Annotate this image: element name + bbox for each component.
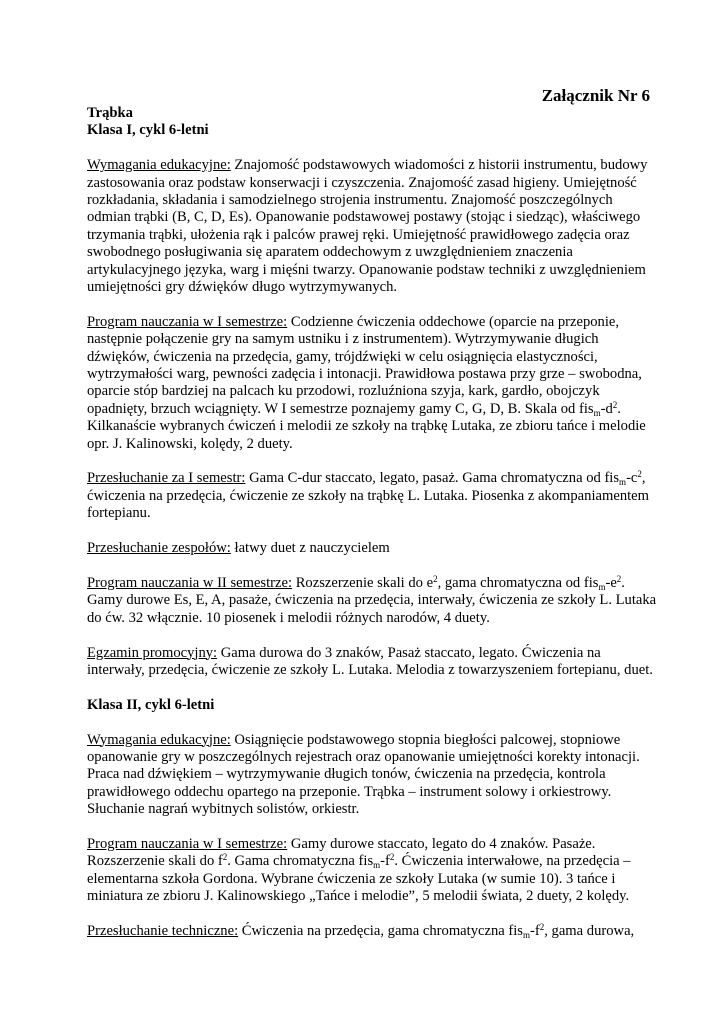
superscript: 2 [389, 852, 395, 863]
program-text: . Gama chromatyczna fis [227, 853, 374, 870]
subscript: m [619, 477, 627, 488]
audition-text: , ćwiczenia na przedęcia, ćwiczenie ze szkoły na trąbkę L. Lutaka. Piosenka z akompaniamentem fortepianu. [87, 470, 649, 522]
program-text: Gamy durowe staccato, legato do 4 znaków. Pasaże. Rozszerzenie skali do f [87, 835, 596, 870]
superscript: 2 [539, 921, 545, 932]
program-text: . Gamy durowe Es, E, A, pasaże, ćwiczenia na przedęcia, interwały, ćwiczenia ze szkoły L. Lutaka do ćw. 32 włącznie. 10 piosenek i melodii różnych narodów, 4 duety. [87, 574, 657, 626]
subscript: m [598, 581, 606, 592]
class1-promotion-exam [87, 645, 657, 680]
audition-text: Gama C-dur staccato, legato, pasaż. Gama chromatyczna od fis [245, 470, 620, 487]
class2-technical-audition [87, 923, 657, 940]
subscript: m [522, 929, 530, 940]
subscript: m [593, 407, 601, 418]
program-text: , gama chromatyczna od fis [437, 574, 599, 591]
program-text: -e [605, 574, 617, 591]
class1-heading: Klasa I, cykl 6-letni [87, 122, 209, 139]
class1-ensemble-audition [87, 540, 657, 557]
document-body [87, 105, 657, 958]
class1-program-sem1 [87, 314, 657, 453]
requirements-label: Wymagania edukacyjne: [87, 731, 231, 748]
superscript: 2 [616, 573, 622, 584]
program-text: Rozszerzenie skali do e [292, 574, 434, 591]
requirements-label: Wymagania edukacyjne: [87, 157, 231, 174]
technical-text: -f [530, 922, 540, 939]
class2-heading: Klasa II, cykl 6-letni [87, 696, 215, 713]
requirements-text: Znajomość podstawowych wiadomości z historii instrumentu, budowy zastosowania oraz podstaw konserwacji i czyszczenia. Znajomość zasad higieny. Umiejętność rozkładania, składania i samodzielnego strojenia instrumentu. Znajomość poszczególnych odmian trąbki (B, C, D, Es). Opanowanie podstawowej postawy (stojąc i siedząc), właściwego trzymania trąbki, ułożenia rąk i palców prawej ręki. Umiejętność prawidłowego zadęcia oraz swobodnego posługiwania się aparatem oddechowym z uwzględnieniem znaczenia artykulacyjnego języka, warg i mięśni twarzy. Opanowanie podstaw techniki z uwzględnieniem umiejętności gry dźwięków długo wytrzymywanych. [87, 157, 648, 296]
annex-title: Załącznik Nr 6 [541, 86, 650, 105]
subscript: m [373, 860, 381, 871]
audition-label: Przesłuchanie za I semestr: [87, 470, 246, 487]
class1-requirements [87, 157, 657, 296]
audition-text: -c [626, 470, 638, 487]
ensemble-text: łatwy duet z nauczycielem [230, 540, 390, 557]
instrument-heading: Trąbka [87, 105, 133, 121]
technical-text: , gama durowa, [544, 922, 635, 939]
class2-requirements [87, 732, 657, 819]
technical-text: Ćwiczenia na przedęcia, gama chromatyczna fis [238, 922, 523, 939]
exam-label: Egzamin promocyjny: [87, 644, 218, 661]
program-sem1-label: Program nauczania w I semestrze: [87, 313, 288, 330]
exam-text: Gama durowa do 3 znaków, Pasaż staccato, legato. Ćwiczenia na interwały, przedęcia, ćwiczenie ze szkoły L. Lutaka. Melodia z towarzyszeniem fortepianu, duet. [87, 644, 653, 678]
program-sem2-label: Program nauczania w II semestrze: [87, 574, 293, 591]
class1-audition-sem1 [87, 470, 657, 522]
superscript: 2 [612, 399, 618, 410]
superscript: 2 [433, 573, 438, 584]
class1-program-sem2 [87, 575, 657, 627]
program-text: Codzienne ćwiczenia oddechowe (oparcie na przeponie, następnie połączenie gry na samym ustniku i z instrumentem). Wytrzymywanie długich dźwięków, ćwiczenia na przedęcia, gamy, trójdźwięki w celu osiągnięcia elastyczności, wytrzymałości warg, pewności zadęcia i intonacji. Prawidłowa postawa przy grze – swobodna, oparcie stóp bardziej na palcach ku przodowi, rozluźniona szyja, kark, gardło, obojczyk opadnięty, brzuch wciągnięty. W I semestrze poznajemy gamy C, G, D, B. Skala od fis [87, 313, 642, 417]
program-text: . Kilkanaście wybranych ćwiczeń i melodii ze szkoły na trąbkę Lutaka, ze zbioru tańce i melodie opr. J. Kalinowski, kolędy, 2 duety. [87, 400, 646, 452]
superscript: 2 [222, 852, 228, 863]
program-text: -d [600, 400, 613, 417]
requirements-text: Osiągnięcie podstawowego stopnia biegłości palcowej, stopniowe opanowanie gry w poszczególnych rejestrach oraz opanowanie umiejętności korekty intonacji. Praca nad dźwiękiem – wytrzymywanie długich tonów, ćwiczenia na przedęcia, kontrola prawidłowego oddechu opartego na przeponie. Trąbka – instrument solowy i orkiestrowy. Słuchanie nagrań wybitnych solistów, orkiestr. [87, 731, 640, 818]
superscript: 2 [637, 469, 642, 480]
technical-audition-label: Przesłuchanie techniczne: [87, 922, 239, 939]
program-text: . Ćwiczenia interwałowe, na przedęcia – elementarna szkoła Gordona. Wybrane ćwiczenia ze szkoły Lutaka (w sumie 10). 3 tańce i miniatura ze zbioru J. Kalinowskiego „Tańce i melodie”, 5 melodii świata, 2 duety, 2 kolędy. [87, 853, 631, 905]
class2-program-sem1 [87, 836, 657, 906]
program-text: -f [380, 853, 390, 870]
ensemble-label: Przesłuchanie zespołów: [87, 540, 231, 557]
program-sem1-label: Program nauczania w I semestrze: [87, 835, 288, 852]
